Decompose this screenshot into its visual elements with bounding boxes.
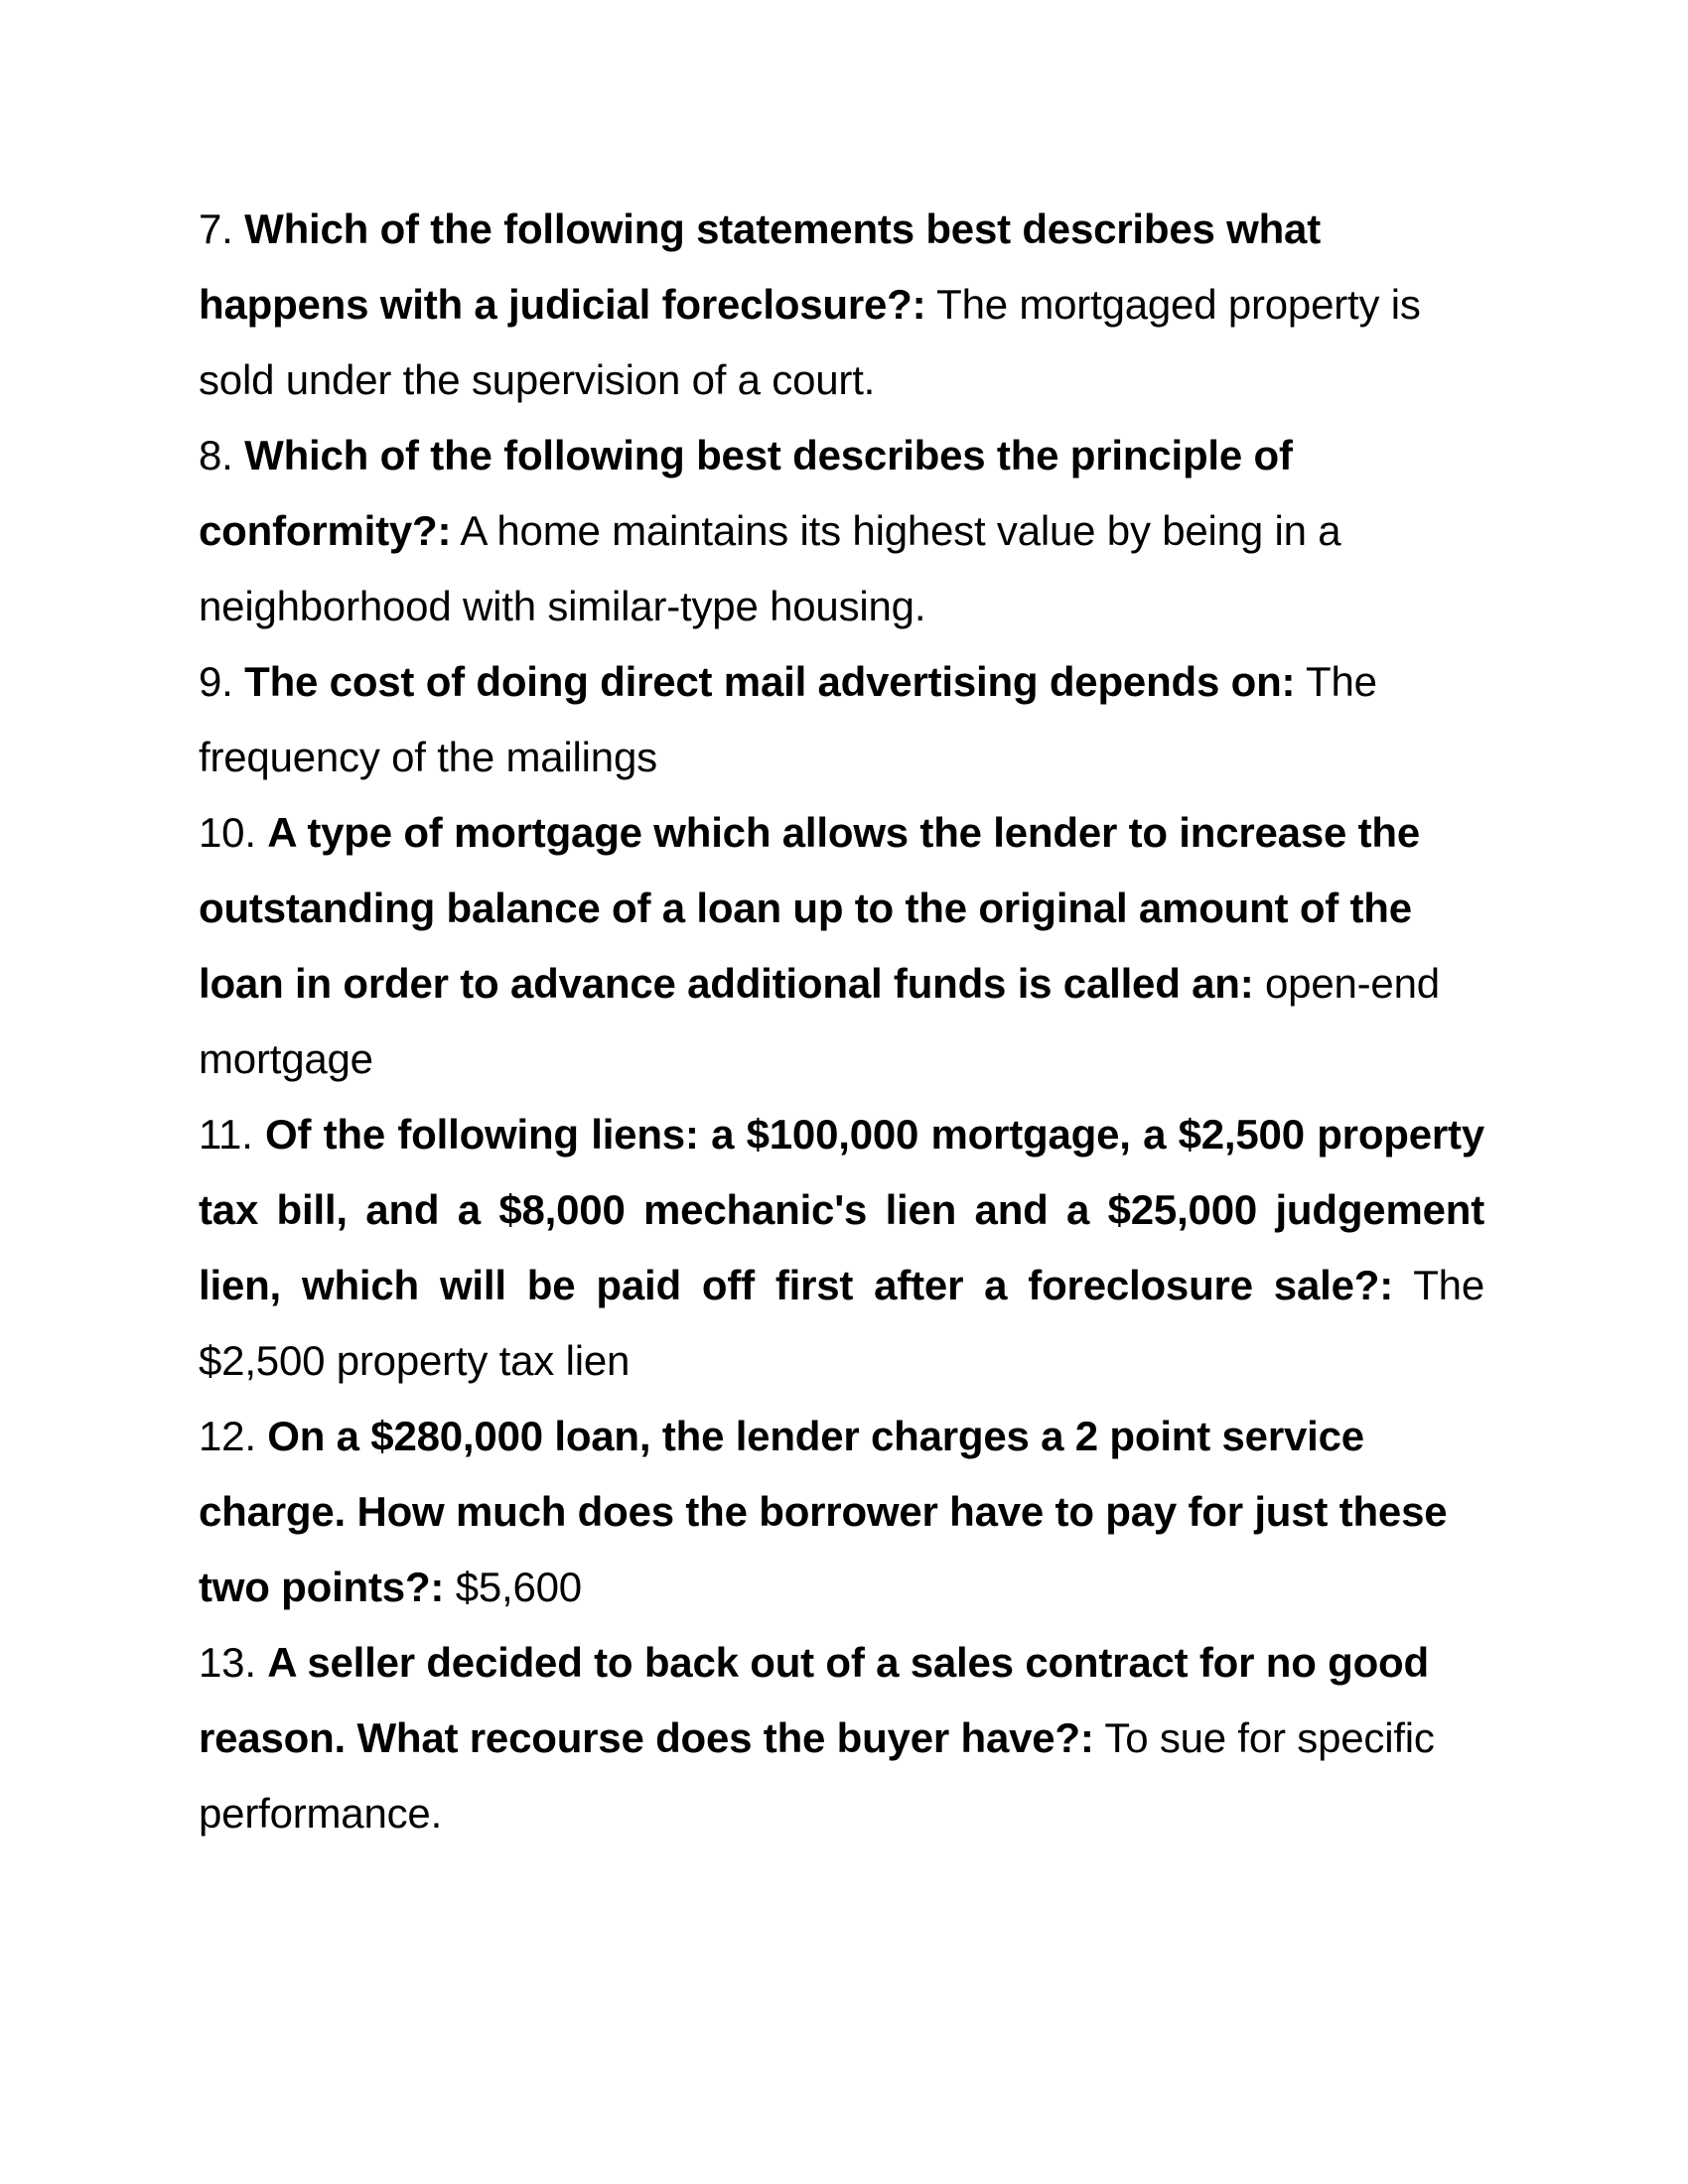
qa-item-9 [199,644,1489,795]
qa-item-8 [199,418,1489,644]
question-number: 7. [199,205,233,252]
question-text: Which of the following best describes the principle of conformity?: [199,432,1293,554]
qa-item-10 [199,795,1489,1097]
question-text: On a $280,000 loan, the lender charges a 2 point service charge. How much does the borrower have to pay for just these two points?: [199,1413,1448,1610]
qa-item-7 [199,192,1489,418]
question-text: The cost of doing direct mail advertising depends on: [244,658,1296,705]
question-text: A seller decided to back out of a sales contract for no good reason. What recourse does the buyer have?: [199,1639,1429,1761]
qa-item-12 [199,1399,1489,1625]
question-text: Which of the following statements best describes what happens with a judicial foreclosure?: [199,205,1322,328]
answer-text: open-end mortgage [199,960,1440,1082]
document-page [199,192,1489,1851]
answer-text: To sue for specific performance. [199,1714,1435,1837]
answer-text: A home maintains its highest value by being in a neighborhood with similar-type housing. [199,507,1341,629]
question-text: Of the following liens: a $100,000 mortgage, a $2,500 property tax bill, and a $8,000 mechanic's lien and a $25,000 judgement lien, which will be paid off first after a foreclosure sale?: [199,1111,1484,1308]
qa-item-13 [199,1625,1489,1851]
question-number: 8. [199,432,233,478]
qa-item-11 [199,1097,1484,1399]
answer-text: The frequency of the mailings [199,658,1377,780]
question-number: 12. [199,1413,256,1459]
question-number: 9. [199,658,233,705]
question-text: A type of mortgage which allows the lender to increase the outstanding balance of a loan up to the original amount of the loan in order to advance additional funds is called an: [199,809,1421,1007]
question-number: 10. [199,809,256,856]
question-number: 11. [199,1111,253,1158]
answer-text: The mortgaged property is sold under the supervision of a court. [199,281,1421,403]
answer-text: The $2,500 property tax lien [199,1262,1484,1384]
answer-text: $5,600 [455,1564,582,1610]
question-number: 13. [199,1639,256,1686]
